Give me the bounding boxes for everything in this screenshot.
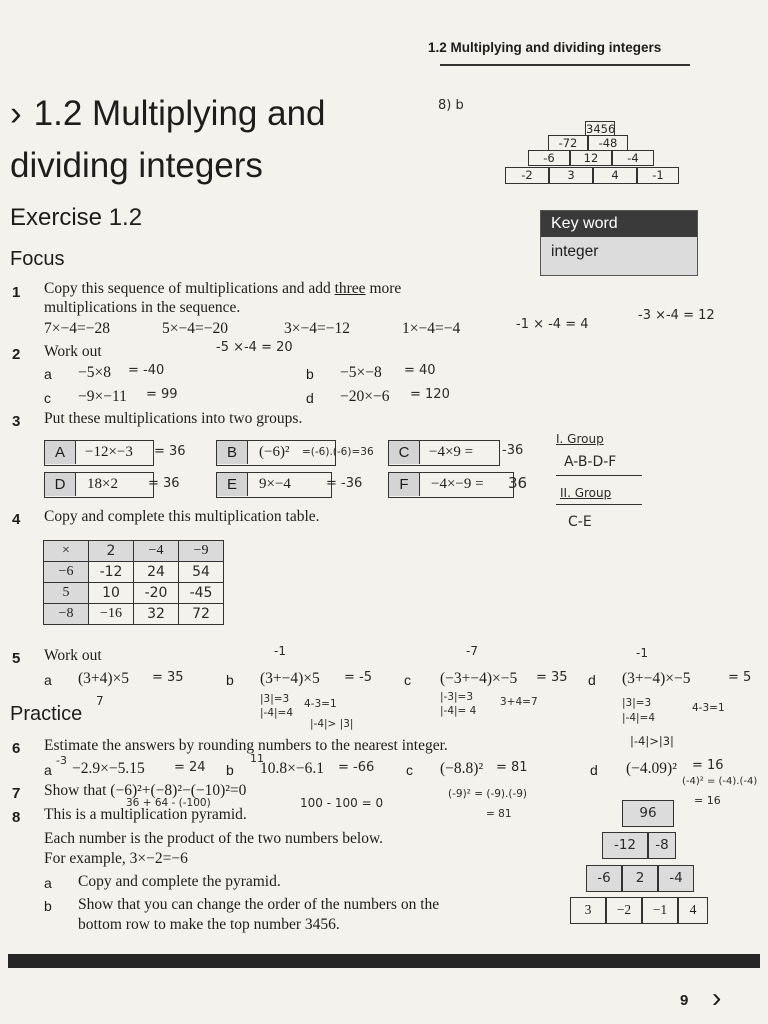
pyramid-sketch-cell: -2 [505,167,549,184]
handwritten-answer: = 81 [496,760,528,775]
question-number: 8 [12,809,21,826]
running-header: 1.2 Multiplying and dividing integers [428,40,662,55]
group-letter: E [217,473,248,496]
focus-heading: Focus [10,248,65,270]
pyramid-sketch-top: 3456 [586,122,616,136]
group-letter: C [389,441,420,464]
part-label: a [44,875,52,891]
part-label: d [590,762,598,778]
table-cell: 24 [134,562,179,583]
exercise-title: Exercise 1.2 [10,204,143,231]
question-number: 1 [12,284,21,301]
handwritten-note: -3 [56,754,67,767]
pyramid-sketch-cell: -1 [637,167,679,184]
part-label: c [44,390,51,406]
handwritten-answer: = 120 [410,387,450,402]
part-text: Copy and complete the pyramid. [78,873,281,890]
handwritten-answer: -3 ×-4 = 12 [638,308,715,323]
group-item-e [216,472,332,498]
handwritten-note: 7 [96,694,104,708]
group-expression: (−6)² [259,444,290,460]
handwritten-answer: 36 [508,474,528,492]
question-text: Estimate the answers by rounding numbers to the nearest integer. [44,737,448,754]
keyword-value: integer [551,243,599,260]
pyramid-cell: 4 [678,897,708,924]
pyramid-note-label: 8) b [438,98,464,113]
handwritten-work-line: 4-3=1 [692,702,725,714]
pyramid-sketch-cell: 12 [570,150,612,166]
handwritten-work-line: 3+4=7 [500,696,538,708]
sequence-item: 7×−4=−28 [44,320,110,337]
part-label: d [306,390,314,406]
handwritten-work-line: |-4|>|3| [630,734,674,748]
question-text: Work out [44,647,102,664]
part-label: b [226,762,234,778]
keyword-title: Key word [541,211,697,237]
group-answer: C-E [568,514,592,530]
table-header-cell: 5 [44,583,89,604]
chapter-title [10,88,430,192]
question-number: 3 [12,413,21,430]
part-label: a [44,762,52,778]
sequence-item: 5×−4=−20 [162,320,228,337]
expression: (3+−4)×5 [260,670,320,687]
q1-text-line2: multiplications in the sequence. [44,299,241,316]
part-label: b [306,366,314,382]
table-row [44,583,224,604]
handwritten-note: -7 [466,644,478,658]
handwritten-note: -1 [274,644,286,658]
chapter-title-line2: dividing integers [10,146,263,185]
handwritten-answer: -1 × -4 = 4 [516,317,589,332]
question-number: 7 [12,785,21,802]
group-item-f [388,472,514,498]
handwritten-answer: = -5 [344,670,372,685]
question-number: 6 [12,740,21,757]
part-label: b [44,898,52,914]
group-letter: D [45,473,76,496]
pyramid-cell: -4 [658,865,694,892]
chevron-right-icon: › [10,94,22,133]
table-cell: 10 [89,583,134,604]
handwritten-work-line: |-4|= 4 [440,705,477,717]
group-item-a [44,440,154,466]
keyword-box [540,210,698,276]
group-letter: A [45,441,76,464]
handwritten-answer: = 36 [154,444,186,459]
table-cell: -12 [89,562,134,583]
group-label: I. Group [556,432,604,446]
chapter-title-line1 [10,88,430,140]
header-rule [440,64,690,66]
handwritten-answer: = 35 [152,670,184,685]
part-text: Show that you can change the order of the numbers on the [78,896,440,913]
table-header-cell: −4 [134,541,179,562]
handwritten-answer: =(-6).(-6)=36 [302,446,374,458]
question-text: Each number is the product of the two numbers below. [44,830,384,847]
handwritten-work-line: |-4|> |3| [310,718,354,730]
handwritten-work [260,692,293,720]
handwritten-answer: = 99 [146,387,178,402]
group-divider [556,475,642,476]
part-label: b [226,672,234,688]
question-number: 4 [12,511,21,528]
page-number: 9 [680,992,689,1009]
part-label: d [588,672,596,688]
handwritten-answer: 100 - 100 = 0 [300,796,384,810]
expression: 10.8×−6.1 [260,760,324,777]
part-label: c [404,672,411,688]
expression: (−4.09)² [626,760,677,777]
table-header-cell: −8 [44,604,89,625]
pyramid-cell: 3 [570,897,606,924]
handwritten-answer: = -36 [326,476,363,491]
handwritten-work-line: 36 + 64 - (-100) [126,797,211,809]
group-expression: 18×2 [87,476,118,492]
sequence-item: 1×−4=−4 [402,320,461,337]
pyramid-sketch-cell: -72 [548,135,588,151]
pyramid-sketch-cell: -4 [612,150,654,166]
handwritten-work-line: |3|=3 [622,697,652,709]
footer-bar [8,954,760,968]
part-label: a [44,366,52,382]
handwritten-answer: -5 ×-4 = 20 [216,340,293,355]
question-text: Put these multiplications into two groups. [44,410,303,427]
group-item-c [388,440,500,466]
chevron-right-icon[interactable]: › [712,982,722,1013]
pyramid-cell: −2 [606,897,642,924]
table-row [44,541,224,562]
table-row [44,604,224,625]
pyramid-sketch-cell: -48 [588,135,628,151]
question-number: 2 [12,346,21,363]
expression: (3+−4)×−5 [622,670,691,687]
expression: −5×8 [78,364,111,381]
table-cell: 32 [134,604,179,625]
expression: −9×−11 [78,388,127,405]
question-text: Copy and complete this multiplication table. [44,508,320,525]
handwritten-work-line: 4-3=1 [304,698,337,710]
handwritten-answer: = 24 [174,760,206,775]
table-cell: 72 [179,604,224,625]
handwritten-work-line: = 81 [486,808,512,820]
table-header-cell: −6 [44,562,89,583]
handwritten-answer: = 35 [536,670,568,685]
pyramid-cell: -6 [586,865,622,892]
pyramid-cell: -12 [602,832,648,859]
handwritten-work [622,696,655,726]
question-text [44,279,514,317]
handwritten-answer: = -66 [338,760,375,775]
group-item-d [44,472,154,498]
group-letter: B [217,441,248,464]
q1-underlined-word: three [334,280,366,297]
handwritten-work-line: = 16 [694,794,721,807]
handwritten-work-line: |3|=3 [260,693,290,705]
handwritten-work-line: |-4|=4 [260,707,294,719]
pyramid-cell: 2 [622,865,658,892]
part-text: bottom row to make the top number 3456. [78,916,340,933]
group-expression: −12×−3 [85,444,133,460]
handwritten-note: -1 [636,646,648,660]
question-number: 5 [12,650,21,667]
group-answer: A-B-D-F [564,454,617,470]
handwritten-work-line: |-3|=3 [440,691,474,703]
expression: (−8.8)² [440,760,484,777]
expression: −5×−8 [340,364,382,381]
table-cell: -20 [134,583,179,604]
q1-text: Copy this sequence of multiplications and add [44,280,335,297]
q1-text-end: more [365,280,402,297]
table-row [44,562,224,583]
part-label: a [44,672,52,688]
pyramid-sketch-cell: 3 [549,167,593,184]
expression: −2.9×−5.15 [72,760,145,777]
group-expression: −4×−9 = [431,476,484,492]
pyramid-sketch-cell: -6 [528,150,570,166]
chapter-title-text1: 1.2 Multiplying and [33,94,326,133]
handwritten-note: 11 [250,752,264,765]
handwritten-answer: = 40 [404,363,436,378]
table-header-cell: −9 [179,541,224,562]
table-cell: −16 [89,604,134,625]
sequence-item: 3×−4=−12 [284,320,350,337]
question-text: Work out [44,343,102,360]
expression: (3+4)×5 [78,670,130,687]
pyramid-cell: -8 [648,832,676,859]
handwritten-work-line: |-4|=4 [622,712,656,724]
table-cell: -45 [179,583,224,604]
table-header-cell: 2 [89,541,134,562]
multiplication-table [43,540,224,625]
handwritten-answer: = 16 [692,758,724,773]
group-expression: −4×9 = [429,444,474,460]
handwritten-work [440,690,476,718]
question-text: This is a multiplication pyramid. [44,806,247,823]
practice-heading: Practice [10,703,83,725]
part-label: c [406,762,413,778]
pyramid-cell: −1 [642,897,678,924]
expression: (−3+−4)×−5 [440,670,518,687]
pyramid-cell: 96 [622,800,674,827]
question-text: For example, 3×−2=−6 [44,850,188,867]
group-label: II. Group [560,486,612,500]
table-header-cell: × [44,541,89,562]
expression: −20×−6 [340,388,390,405]
group-divider [556,504,642,505]
handwritten-answer: = 5 [728,670,752,685]
question-text: Show that (−6)²+(−8)²−(−10)²=0 [44,782,247,799]
pyramid-sketch-cell: 4 [593,167,637,184]
handwritten-answer: = 36 [148,476,180,491]
handwritten-work-line: (-9)² = (-9).(-9) [448,788,528,800]
group-expression: 9×−4 [259,476,291,492]
group-letter: F [389,473,420,496]
handwritten-answer: -36 [502,443,524,458]
table-cell: 54 [179,562,224,583]
handwritten-answer: = -40 [128,363,165,378]
handwritten-work-line: (-4)² = (-4).(-4) [682,776,758,787]
